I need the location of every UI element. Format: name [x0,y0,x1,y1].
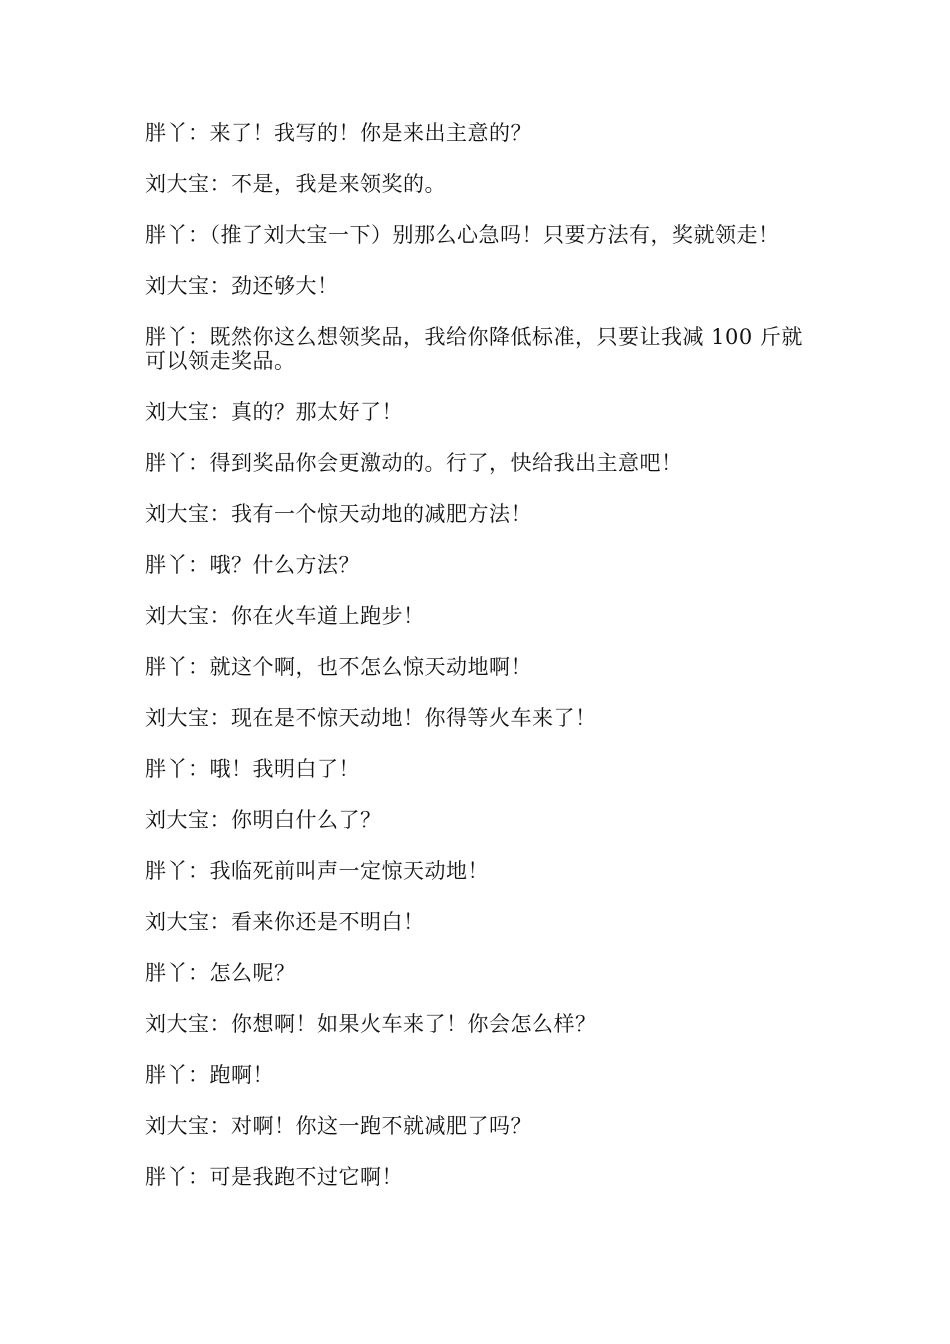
dialogue-line: 胖丫：怎么呢？ [145,961,296,985]
dialogue-line: 胖丫：得到奖品你会更激动的。行了，快给我出主意吧！ [145,451,683,475]
dialogue-line: 刘大宝：我有一个惊天动地的减肥方法！ [145,502,532,526]
dialogue-line: 刘大宝：看来你还是不明白！ [145,910,425,934]
dialogue-line: 胖丫：哦！我明白了！ [145,757,360,781]
dialogue-line: 胖丫：我临死前叫声一定惊天动地！ [145,859,489,883]
dialogue-line: 胖丫：可是我跑不过它啊！ [145,1165,403,1189]
dialogue-line: 胖丫：来了！我写的！你是来出主意的？ [145,121,532,145]
dialogue-line: 胖丫：哦？什么方法？ [145,553,360,577]
dialogue-line: 刘大宝：现在是不惊天动地！你得等火车来了！ [145,706,597,730]
dialogue-line: 刘大宝：不是，我是来领奖的。 [145,172,446,196]
dialogue-line: 胖丫：就这个啊，也不怎么惊天动地啊！ [145,655,532,679]
dialogue-line: 刘大宝：你明白什么了？ [145,808,382,832]
dialogue-line: 刘大宝：你在火车道上跑步！ [145,604,425,628]
dialogue-line: 刘大宝：对啊！你这一跑不就减肥了吗？ [145,1114,532,1138]
dialogue-line: 胖丫：既然你这么想领奖品，我给你降低标准，只要让我减 100 斤就可以领走奖品。 [145,325,803,373]
dialogue-line: 胖丫：（推了刘大宝一下）别那么心急吗！只要方法有，奖就领走！ [145,223,780,247]
dialogue-line: 刘大宝：真的？那太好了！ [145,400,403,424]
dialogue-line: 刘大宝：劲还够大！ [145,274,339,298]
dialogue-line: 胖丫：跑啊！ [145,1063,274,1087]
dialogue-body [145,121,810,1216]
dialogue-line: 刘大宝：你想啊！如果火车来了！你会怎么样？ [145,1012,597,1036]
